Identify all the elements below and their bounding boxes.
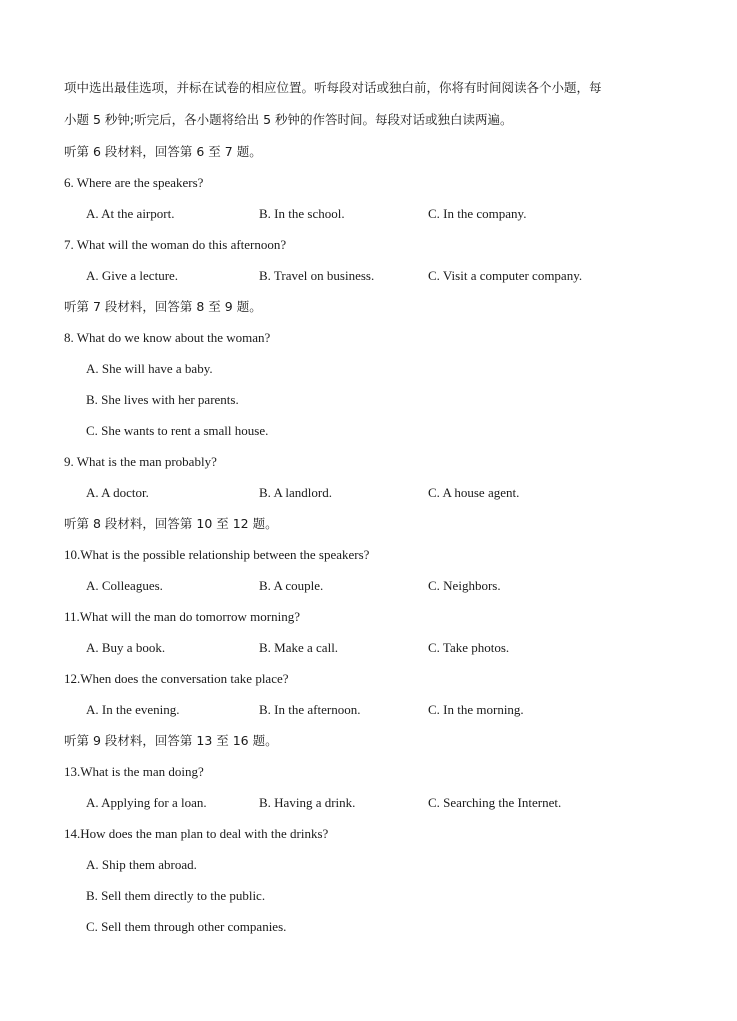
answer-option-b: B. Make a call. (259, 640, 339, 655)
section-heading: 听第 8 段材料，回答第 10 至 12 题。 (64, 516, 278, 531)
answer-option-c: C. Searching the Internet. (428, 795, 562, 810)
question-text: 10.What is the possible relationship between the speakers? (64, 547, 370, 562)
instructions-line-2: 小题 5 秒钟;听完后，各小题将给出 5 秒钟的作答时间。每段对话或独白读两遍。 (64, 112, 513, 127)
answer-option-b: B. Having a drink. (259, 795, 356, 810)
options-row (64, 787, 684, 818)
answer-option-c: C. Sell them through other companies. (86, 919, 287, 934)
answer-option-c: C. Neighbors. (428, 578, 501, 593)
instructions-line-1: 项中选出最佳选项，并标在试卷的相应位置。听每段对话或独白前，你将有时间阅读各个小题，每 (64, 80, 602, 95)
options-row (64, 198, 684, 229)
options-row (64, 632, 684, 663)
answer-option-c: C. Take photos. (428, 640, 510, 655)
section-heading: 听第 6 段材料，回答第 6 至 7 题。 (64, 144, 262, 159)
question-text: 9. What is the man probably? (64, 454, 217, 469)
answer-option-c: C. A house agent. (428, 485, 520, 500)
answer-option-b: B. She lives with her parents. (86, 392, 239, 407)
question-text: 12.When does the conversation take place? (64, 671, 289, 686)
answer-option-c: C. She wants to rent a small house. (86, 423, 269, 438)
question-text: 13.What is the man doing? (64, 764, 204, 779)
answer-option-b: B. In the afternoon. (259, 702, 361, 717)
answer-option-a: A. Colleagues. (86, 578, 163, 593)
answer-option-c: C. In the company. (428, 206, 527, 221)
options-row (64, 570, 684, 601)
question-text: 7. What will the woman do this afternoon? (64, 237, 287, 252)
options-row (64, 260, 684, 291)
section-heading: 听第 7 段材料，回答第 8 至 9 题。 (64, 299, 262, 314)
answer-option-c: C. In the morning. (428, 702, 524, 717)
answer-option-b: B. A landlord. (259, 485, 332, 500)
question-text: 14.How does the man plan to deal with the drinks? (64, 826, 329, 841)
question-sections (64, 136, 684, 942)
answer-option-b: B. Travel on business. (259, 268, 375, 283)
answer-option-a: A. Applying for a loan. (86, 795, 207, 810)
options-row (64, 477, 684, 508)
answer-option-a: A. Ship them abroad. (86, 857, 197, 872)
answer-option-c: C. Visit a computer company. (428, 268, 583, 283)
answer-option-a: A. At the airport. (86, 206, 175, 221)
answer-option-a: A. In the evening. (86, 702, 180, 717)
question-text: 8. What do we know about the woman? (64, 330, 271, 345)
answer-option-b: B. A couple. (259, 578, 324, 593)
options-row (64, 694, 684, 725)
exam-page (64, 72, 684, 942)
answer-option-b: B. Sell them directly to the public. (86, 888, 266, 903)
answer-option-a: A. She will have a baby. (86, 361, 213, 376)
answer-option-a: A. Buy a book. (86, 640, 166, 655)
answer-option-a: A. Give a lecture. (86, 268, 179, 283)
answer-option-b: B. In the school. (259, 206, 345, 221)
section-heading: 听第 9 段材料，回答第 13 至 16 题。 (64, 733, 278, 748)
question-text: 11.What will the man do tomorrow morning? (64, 609, 300, 624)
question-text: 6. Where are the speakers? (64, 175, 204, 190)
answer-option-a: A. A doctor. (86, 485, 149, 500)
